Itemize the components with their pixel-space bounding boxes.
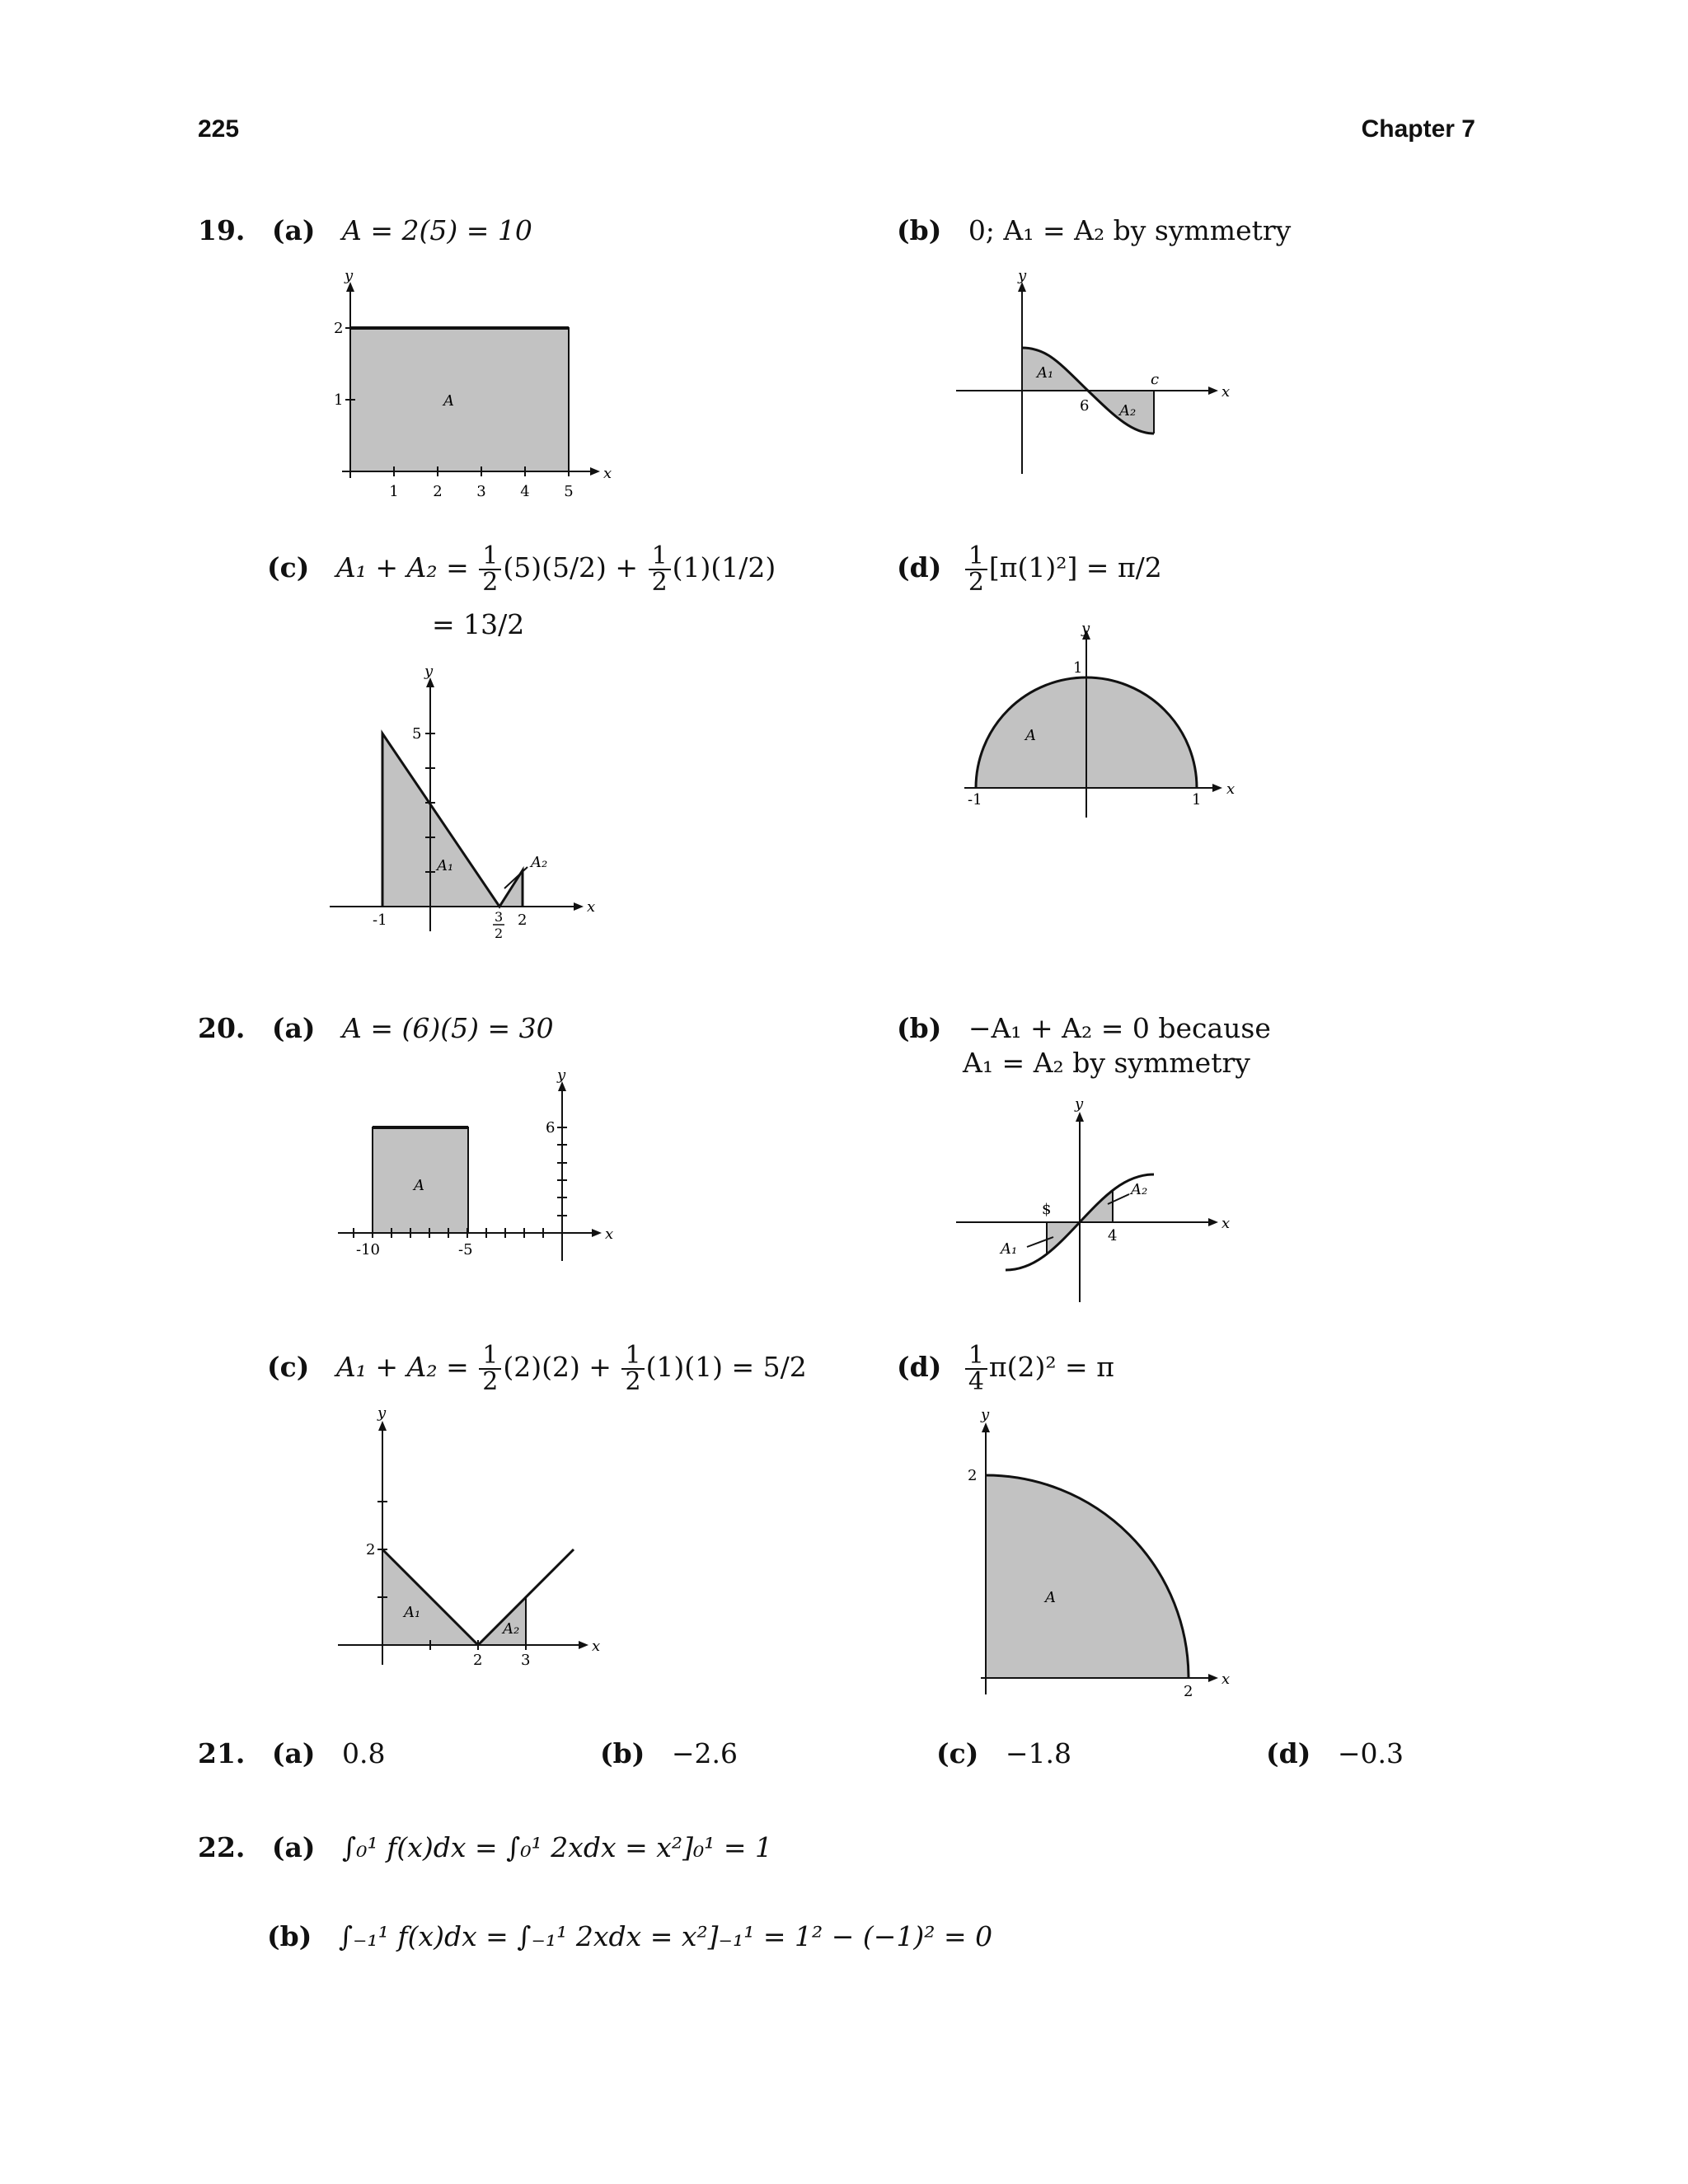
x-tick-label: 2 [518, 912, 528, 929]
problem-19d [897, 541, 1162, 597]
answer-text: A = 2(5) = 10 [342, 214, 532, 246]
problem-number: 21. [198, 1737, 246, 1769]
part-label: (a) [271, 214, 316, 246]
x-tick-label: -1 [968, 791, 982, 808]
problem-22 [198, 1831, 772, 1864]
part-label: (b) [897, 214, 942, 246]
x-tick-frac-num: 3 [495, 909, 504, 925]
fraction: $\frac{1}{2}$ [479, 544, 501, 595]
x-tick-label: 2 [433, 483, 443, 500]
region-label: A [1025, 727, 1036, 744]
answer-line: A₁ = A₂ by symmetry [963, 1047, 1250, 1079]
part-label: (a) [271, 1737, 316, 1769]
x-axis-label: x [587, 898, 596, 916]
x-tick-label: $ [1042, 1201, 1052, 1218]
graph-20b [956, 1095, 1253, 1306]
problem-21c [936, 1737, 1071, 1770]
answer-text: 0; A₁ = A₂ by symmetry [968, 214, 1292, 246]
region-label: A [443, 392, 454, 410]
fraction: $\frac{1}{2}$ [621, 1343, 644, 1394]
part-label: (a) [271, 1831, 316, 1863]
fraction: $\frac{1}{2}$ [479, 1343, 501, 1394]
answer-text: π(2)² = π [988, 1351, 1114, 1383]
y-tick-label: 2 [968, 1467, 978, 1484]
problem-20d [897, 1343, 1114, 1394]
region-label: A [1045, 1589, 1056, 1606]
x-axis-label: x [1226, 780, 1236, 798]
answer-line: = 13/2 [432, 608, 525, 640]
problem-20c: (c) A₁ + A₂ = $\frac{1}{2}$ (2)(2) + $\frac{1}{2}$ (1)(1) = 5/2 [267, 1341, 807, 1396]
answer-text: A₁ + A₂ = [335, 551, 469, 583]
shaded-region [986, 1475, 1189, 1678]
x-axis-label: x [592, 1638, 601, 1655]
problem-19 [198, 214, 532, 247]
fraction: $\frac{1}{4}$ [965, 1343, 987, 1394]
x-tick-label: 4 [520, 483, 530, 500]
region-label: A₂ [1119, 402, 1137, 419]
y-axis-label: y [377, 1404, 387, 1422]
region-label: A₂ [503, 1620, 520, 1638]
x-tick-label: 3 [476, 483, 486, 500]
chapter-title: Chapter 7 [1361, 115, 1475, 143]
part-label: (d) [897, 1351, 942, 1383]
region-label: A [414, 1177, 424, 1194]
region-label: A₁ [1037, 364, 1054, 382]
y-axis-label: y [981, 1406, 990, 1423]
answer-text: [π(1)²] = π/2 [988, 551, 1162, 583]
y-axis-label: y [1081, 620, 1090, 637]
x-axis-label: x [603, 465, 612, 482]
y-tick-label: 2 [334, 320, 344, 337]
problem-21 [198, 1737, 386, 1770]
part-label: (c) [267, 551, 310, 583]
y-tick-label: 2 [366, 1541, 376, 1558]
problem-20 [198, 1012, 554, 1045]
region-label: A₁ [437, 857, 454, 874]
x-tick-label: 5 [564, 483, 574, 500]
answer-text: −A₁ + A₂ = 0 because [968, 1012, 1271, 1044]
problem-19b [897, 214, 1291, 247]
problem-number: 22. [198, 1831, 246, 1863]
answer-value: −0.3 [1337, 1737, 1404, 1769]
x-tick-label: -1 [373, 912, 387, 929]
problem-20b [897, 1012, 1271, 1045]
part-label: (a) [271, 1012, 316, 1044]
shaded-region [1022, 348, 1088, 391]
shaded-region [350, 328, 569, 471]
graph-20a [330, 1066, 626, 1269]
graph-19b [956, 267, 1253, 478]
answer-text: ∫₋₁¹ f(x)dx = ∫₋₁¹ 2xdx = x²]₋₁¹ = 1² − (−1)² = 0 [338, 1920, 993, 1952]
y-tick-label: 1 [1073, 659, 1083, 677]
page-number: 225 [198, 115, 240, 143]
region-label: A₂ [531, 854, 548, 871]
problem-22b [267, 1920, 992, 1953]
x-tick-label: -5 [458, 1241, 473, 1258]
graph-20c [330, 1404, 626, 1669]
y-axis-label: y [1075, 1095, 1084, 1113]
answer-value: 0.8 [342, 1737, 386, 1769]
region-label: A₂ [1131, 1181, 1148, 1198]
answer-text: A = (6)(5) = 30 [342, 1012, 554, 1044]
x-tick-label: 3 [521, 1652, 531, 1669]
answer-value: −1.8 [1005, 1737, 1071, 1769]
part-label: (c) [936, 1737, 979, 1769]
answer-text: A₁ + A₂ = [335, 1351, 469, 1383]
region-label: A₁ [404, 1604, 421, 1621]
x-tick-label: 2 [473, 1652, 483, 1669]
problem-21b [600, 1737, 738, 1770]
y-tick-label: 5 [412, 725, 422, 743]
x-tick-label: 6 [1080, 397, 1090, 415]
x-tick-label: 1 [1192, 791, 1202, 808]
fraction: $\frac{1}{2}$ [965, 544, 987, 595]
y-axis-label: y [424, 663, 434, 680]
x-tick-label: 1 [389, 483, 399, 500]
part-label: (c) [267, 1351, 310, 1383]
region-label: A₁ [1001, 1240, 1018, 1258]
x-tick-frac-den: 2 [495, 926, 504, 941]
answer-value: −2.6 [671, 1737, 738, 1769]
y-axis-label: y [1018, 267, 1027, 284]
part-label: (d) [1266, 1737, 1311, 1769]
part-label: (b) [897, 1012, 942, 1044]
y-tick-label: 1 [334, 391, 344, 409]
problem-21d [1266, 1737, 1404, 1770]
y-axis-label: y [557, 1066, 566, 1084]
x-tick-label: 4 [1108, 1227, 1118, 1244]
y-axis-label: y [345, 267, 354, 284]
x-axis-label: x [1221, 383, 1231, 401]
problem-number: 20. [198, 1012, 246, 1044]
x-axis-label: x [605, 1226, 614, 1243]
x-axis-label: x [1221, 1215, 1231, 1232]
problem-19c: (c) A₁ + A₂ = $\frac{1}{2}$ (5)(5/2) + $\frac{1}{2}$ (1)(1/2) [267, 541, 776, 597]
x-tick-label: 2 [1184, 1683, 1193, 1700]
graph-19c [330, 663, 626, 941]
x-tick-label: c [1151, 371, 1160, 388]
part-label: (d) [897, 551, 942, 583]
problem-number: 19. [198, 214, 246, 246]
graph-19d [956, 620, 1253, 824]
answer-text: ∫₀¹ f(x)dx = ∫₀¹ 2xdx = x²]₀¹ = 1 [342, 1831, 773, 1863]
graph-20d [956, 1406, 1253, 1700]
x-tick-label: -10 [356, 1241, 380, 1258]
y-tick-label: 6 [546, 1119, 556, 1137]
graph-19a [330, 267, 626, 500]
fraction: $\frac{1}{2}$ [649, 544, 671, 595]
x-axis-label: x [1221, 1671, 1231, 1688]
part-label: (b) [600, 1737, 645, 1769]
part-label: (b) [267, 1920, 312, 1952]
